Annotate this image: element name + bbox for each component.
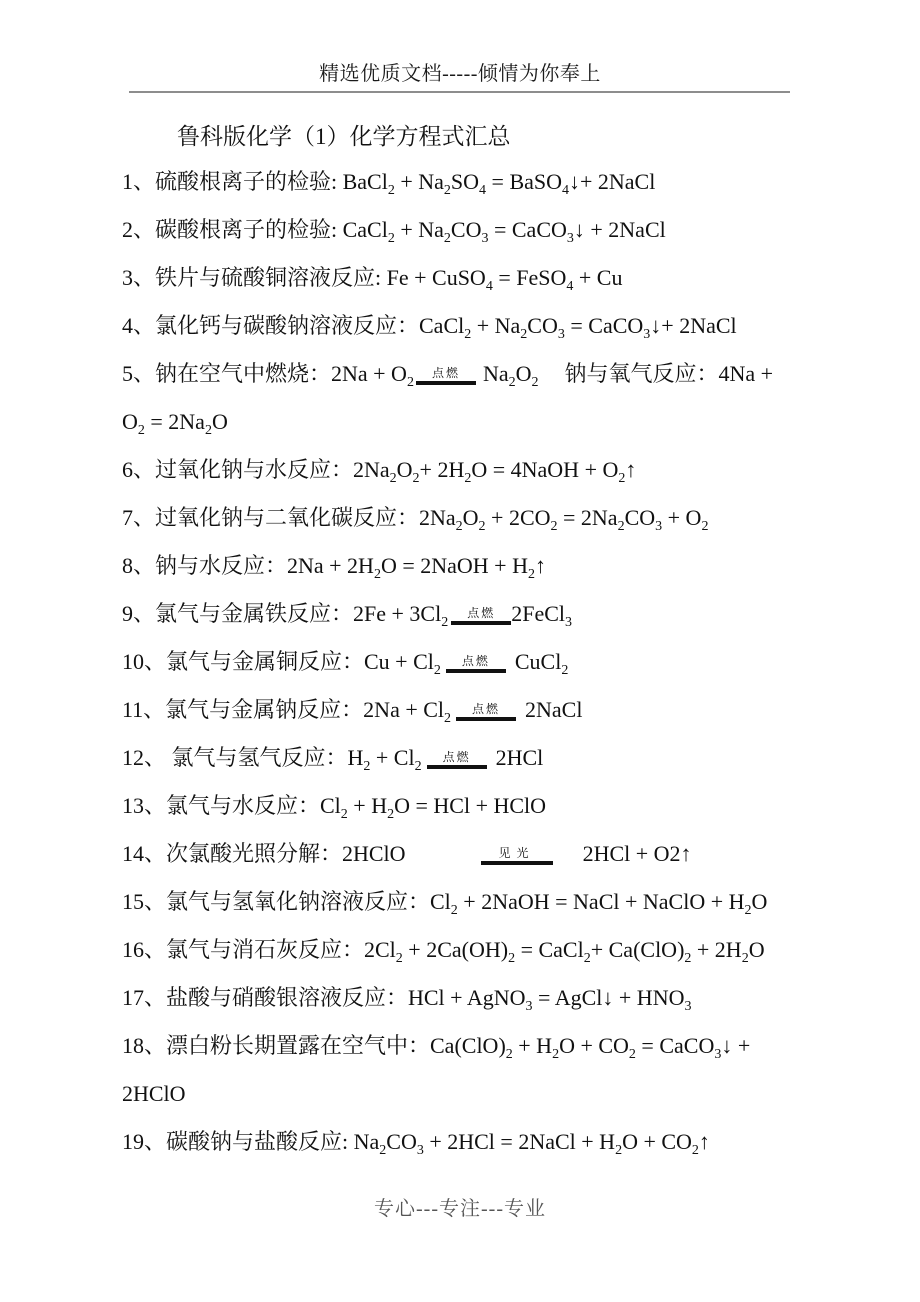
double-equals-line <box>427 765 487 769</box>
subscript: 3 <box>714 1047 722 1062</box>
equation-text: + 2Ca(OH) <box>402 937 509 962</box>
equation-text: O + CO <box>622 1129 692 1154</box>
equation-text: CO <box>386 1129 417 1154</box>
equation-text: 4、氯化钙与碳酸钠溶液反应：CaCl <box>122 313 465 338</box>
footer-text: 专心---专注---专业 <box>374 1198 546 1220</box>
equation-text: CO <box>527 313 558 338</box>
subscript: 4 <box>479 183 487 198</box>
subscript: 4 <box>566 279 574 294</box>
subscript: 3 <box>565 615 572 630</box>
equation-text: 19、碳酸钠与盐酸反应: Na <box>122 1129 380 1154</box>
equation-text: 15、氯气与氢氧化钠溶液反应：Cl <box>122 889 451 914</box>
equation-text: O <box>751 889 768 914</box>
equation-text: 9、氯气与金属铁反应：2Fe + 3Cl <box>122 601 442 626</box>
subscript: 2 <box>379 1143 387 1158</box>
equation-text: 2NaCl <box>525 697 583 722</box>
equation-text: O <box>122 409 138 434</box>
subscript: 2 <box>443 231 451 246</box>
subscript: 2 <box>395 951 403 966</box>
subscript: 2 <box>389 471 397 486</box>
equation-text: + Cu <box>573 265 623 290</box>
equation-list <box>122 158 812 1166</box>
equation-text: 2FeCl <box>511 601 565 626</box>
subscript: 2 <box>414 759 422 774</box>
subscript: 2 <box>618 471 626 486</box>
equation-line <box>122 590 812 638</box>
equation-text: = 2Na <box>144 409 205 434</box>
subscript: 3 <box>643 327 651 342</box>
condition-over-equals <box>416 367 476 385</box>
subscript: 2 <box>684 951 692 966</box>
equation-text: ↑ <box>625 457 637 482</box>
equation-text: + 2HCl = 2NaCl + H <box>423 1129 616 1154</box>
double-equals-line <box>456 717 516 721</box>
subscript: 3 <box>557 327 565 342</box>
equation-text: 17、盐酸与硝酸银溶液反应：HCl + AgNO <box>122 985 526 1010</box>
equation-text: = CaCO <box>488 217 567 242</box>
equation-text: 2HCl + O2↑ <box>582 841 692 866</box>
subscript: 2 <box>204 423 212 438</box>
equation-text: O <box>515 361 532 386</box>
subscript: 2 <box>137 423 145 438</box>
subscript: 2 <box>505 1047 513 1062</box>
subscript: 2 <box>520 327 528 342</box>
equation-text: 钠与氧气反应：4Na + <box>564 361 774 386</box>
equation-text: O + CO <box>559 1033 629 1058</box>
equation-line <box>122 926 812 974</box>
subscript: 2 <box>628 1047 636 1062</box>
equation-text: = CaCl <box>515 937 584 962</box>
equation-text: 1、硫酸根离子的检验: BaCl <box>122 169 388 194</box>
equation-line <box>122 1118 812 1166</box>
condition-label: 点燃 <box>431 366 460 380</box>
equation-text: 14、次氯酸光照分解：2HClO <box>122 841 406 866</box>
equation-text: 8、钠与水反应：2Na + 2H <box>122 553 374 578</box>
subscript: 2 <box>583 951 591 966</box>
subscript: 2 <box>373 567 381 582</box>
subscript: 2 <box>550 519 558 534</box>
equation-line <box>122 686 812 734</box>
equation-text: 6、过氧化钠与水反应：2Na <box>122 457 390 482</box>
condition-label: 点燃 <box>442 750 471 764</box>
subscript: 2 <box>615 1143 623 1158</box>
subscript: 2 <box>508 951 516 966</box>
equation-text: CO <box>450 217 482 242</box>
condition-label: 见光 <box>498 846 535 860</box>
equation-line <box>122 398 812 446</box>
equation-text: = 2Na <box>557 505 618 530</box>
equation-line <box>122 446 812 494</box>
equation-text: + H <box>512 1033 553 1058</box>
condition-over-equals <box>456 703 516 721</box>
equation-line <box>122 878 812 926</box>
subscript: 2 <box>741 951 749 966</box>
equation-line <box>122 206 812 254</box>
equation-text: + Na <box>471 313 521 338</box>
equation-text: + 2CO <box>485 505 551 530</box>
subscript: 3 <box>416 1143 424 1158</box>
equation-text: + H <box>347 793 388 818</box>
subscript: 2 <box>433 663 441 678</box>
equation-text: O = 4NaOH + O <box>471 457 619 482</box>
condition-over-equals <box>451 607 511 625</box>
equation-line <box>122 638 812 686</box>
equation-line <box>122 302 812 350</box>
condition-label: 点燃 <box>472 702 501 716</box>
subscript: 3 <box>525 999 533 1014</box>
equation-text: SO <box>450 169 480 194</box>
subscript: 2 <box>455 519 463 534</box>
equation-text: = BaSO <box>486 169 562 194</box>
equation-text: ↓+ 2NaCl <box>650 313 737 338</box>
subscript: 2 <box>531 375 539 390</box>
subscript: 2 <box>691 1143 699 1158</box>
subscript: 2 <box>387 807 395 822</box>
subscript: 2 <box>478 519 486 534</box>
subscript: 2 <box>744 903 752 918</box>
condition-over-equals <box>427 751 487 769</box>
equation-line <box>122 782 812 830</box>
equation-text: + 2H <box>691 937 742 962</box>
condition-over-equals <box>446 655 506 673</box>
equation-text: ↓+ 2NaCl <box>569 169 656 194</box>
equation-text: ↓ + 2NaCl <box>573 217 666 242</box>
equation-line <box>122 1022 812 1070</box>
equation-text: + Cl <box>370 745 415 770</box>
double-equals-line <box>416 381 476 385</box>
equation-text: 2HClO <box>122 1081 186 1106</box>
subscript: 2 <box>363 759 371 774</box>
equation-text: CO <box>624 505 656 530</box>
equation-text: O = 2NaOH + H <box>380 553 528 578</box>
condition-label: 点燃 <box>461 654 490 668</box>
equation-text: O <box>396 457 413 482</box>
equation-text: 2HCl <box>495 745 544 770</box>
subscript: 4 <box>562 183 569 198</box>
subscript: 2 <box>527 567 535 582</box>
equation-text: 7、过氧化钠与二氧化碳反应：2Na <box>122 505 456 530</box>
equation-text: = CaCO <box>564 313 644 338</box>
subscript: 3 <box>566 231 574 246</box>
equation-text: Na <box>482 361 509 386</box>
equation-text: 5、钠在空气中燃烧：2Na + O <box>122 361 407 386</box>
equation-text: = AgCl↓ + HNO <box>532 985 685 1010</box>
subscript: 2 <box>387 183 395 198</box>
subscript: 2 <box>406 375 414 390</box>
equation-text: + Na <box>394 169 444 194</box>
condition-label: 点燃 <box>467 606 496 620</box>
subscript: 2 <box>443 183 451 198</box>
header-text: 精选优质文档-----倾情为你奉上 <box>319 63 601 85</box>
subscript: 2 <box>701 519 709 534</box>
equation-text: 3、铁片与硫酸铜溶液反应: Fe + CuSO <box>122 265 486 290</box>
equation-text: 10、氯气与金属铜反应：Cu + Cl <box>122 649 434 674</box>
subscript: 4 <box>485 279 493 294</box>
equation-line <box>122 254 812 302</box>
equation-text: + Ca(ClO) <box>590 937 685 962</box>
equation-text: CuCl <box>514 649 562 674</box>
equation-text: O <box>462 505 479 530</box>
equation-line <box>122 158 812 206</box>
equation-text: ↑ <box>698 1129 710 1154</box>
subscript: 2 <box>444 711 452 726</box>
double-equals-line <box>451 621 511 625</box>
subscript: 2 <box>552 1047 560 1062</box>
double-equals-line <box>446 669 506 673</box>
equation-text: 12、 氯气与氢气反应：H <box>122 745 364 770</box>
equation-text: O <box>748 937 765 962</box>
equation-text: + 2H <box>419 457 465 482</box>
equation-line <box>122 542 812 590</box>
equation-line <box>122 974 812 1022</box>
equation-text: 11、氯气与金属钠反应：2Na + Cl <box>122 697 445 722</box>
subscript: 2 <box>464 327 472 342</box>
subscript: 2 <box>412 471 420 486</box>
equation-text: + O <box>662 505 702 530</box>
equation-text: + Na <box>394 217 444 242</box>
subscript: 3 <box>655 519 663 534</box>
subscript: 2 <box>617 519 625 534</box>
condition-over-equals <box>481 847 553 865</box>
equation-text: O <box>211 409 228 434</box>
equation-line <box>122 830 812 878</box>
subscript: 3 <box>684 999 692 1014</box>
equation-text: = CaCO <box>635 1033 715 1058</box>
subscript: 2 <box>561 663 569 678</box>
equation-line <box>122 734 812 782</box>
equation-text: O = HCl + HClO <box>394 793 547 818</box>
equation-text: + 2NaOH = NaCl + NaClO + H <box>457 889 745 914</box>
subscript: 2 <box>508 375 516 390</box>
subscript: 2 <box>450 903 458 918</box>
equation-line <box>122 494 812 542</box>
page-title: 鲁科版化学（1）化学方程式汇总 <box>177 124 511 149</box>
subscript: 2 <box>387 231 395 246</box>
double-equals-line <box>481 861 553 865</box>
equation-text: = FeSO <box>492 265 567 290</box>
equation-text: ↓ + <box>721 1033 751 1058</box>
equation-text: 16、氯气与消石灰反应：2Cl <box>122 937 396 962</box>
subscript: 2 <box>340 807 348 822</box>
subscript: 3 <box>481 231 489 246</box>
equation-text: 13、氯气与水反应：Cl <box>122 793 341 818</box>
equation-text: ↑ <box>534 553 546 578</box>
equation-text: 2、碳酸根离子的检验: CaCl <box>122 217 388 242</box>
subscript: 2 <box>441 615 449 630</box>
equation-line <box>122 350 812 398</box>
equation-line <box>122 1070 812 1118</box>
header-rule <box>129 91 790 93</box>
equation-text: 18、漂白粉长期置露在空气中：Ca(ClO) <box>122 1033 506 1058</box>
subscript: 2 <box>464 471 472 486</box>
